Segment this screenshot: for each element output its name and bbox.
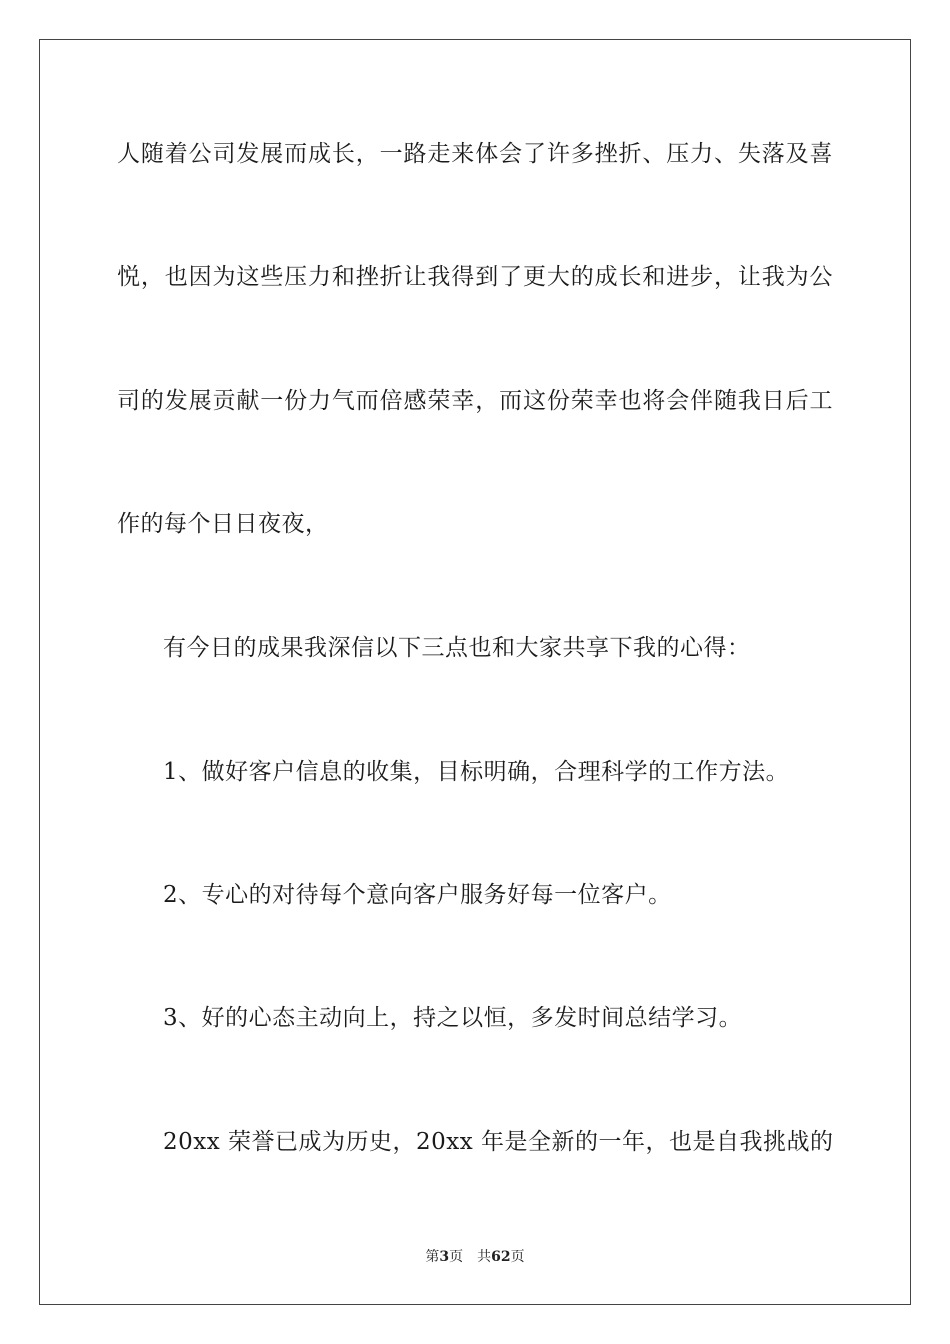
paragraph-line-1: 人随着公司发展而成长，一路走来体会了许多挫折、压力、失落及喜 — [117, 141, 833, 167]
total-label-prefix: 共 — [477, 1249, 492, 1265]
list-item-1: 1、做好客户信息的收集，目标明确，合理科学的工作方法。 — [163, 759, 790, 785]
paragraph-line-2: 悦，也因为这些压力和挫折让我得到了更大的成长和进步，让我为公 — [117, 264, 833, 290]
page-number: 3 — [439, 1249, 450, 1265]
paragraph-line-4: 作的每个日日夜夜， — [117, 511, 329, 537]
total-label-suffix: 页 — [510, 1249, 525, 1265]
page-border — [39, 39, 911, 1305]
list-item-3: 3、好的心态主动向上，持之以恒，多发时间总结学习。 — [163, 1005, 743, 1031]
page-footer — [0, 1248, 950, 1266]
page-label-prefix: 第 — [425, 1249, 440, 1265]
paragraph-closing-line: 20xx 荣誉已成为历史，20xx 年是全新的一年，也是自我挑战的 — [163, 1129, 834, 1155]
total-pages: 62 — [491, 1249, 511, 1265]
paragraph-intro: 有今日的成果我深信以下三点也和大家共享下我的心得： — [163, 635, 751, 661]
list-item-2: 2、专心的对待每个意向客户服务好每一位客户。 — [163, 882, 672, 908]
page-label-suffix: 页 — [449, 1249, 464, 1265]
paragraph-line-3: 司的发展贡献一份力气而倍感荣幸，而这份荣幸也将会伴随我日后工 — [117, 388, 833, 414]
